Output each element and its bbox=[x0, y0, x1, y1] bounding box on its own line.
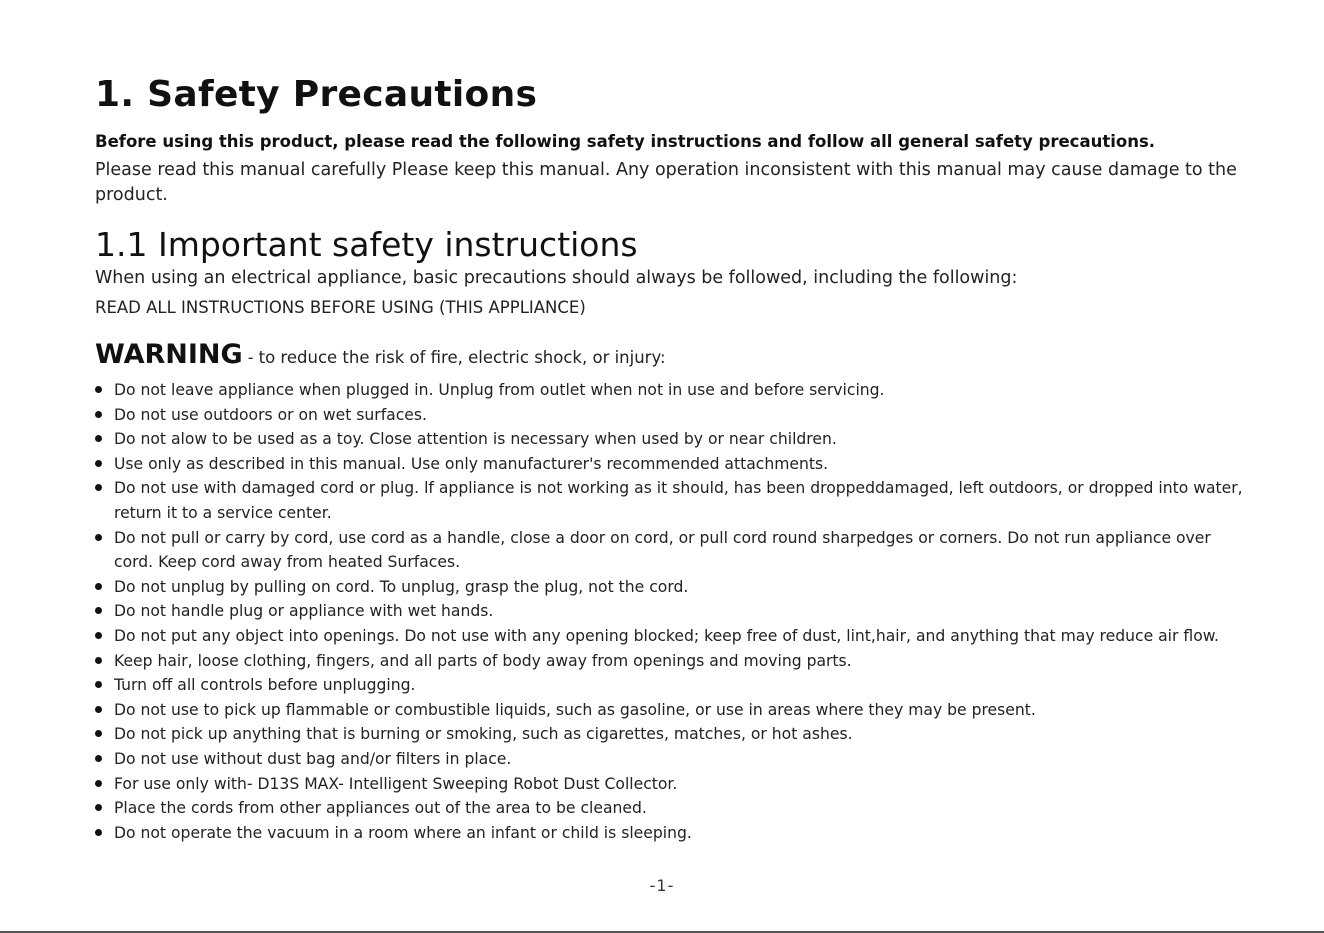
warning-list-item-text: Turn off all controls before unplugging. bbox=[114, 676, 416, 695]
bullet-dot-icon bbox=[95, 706, 102, 713]
bullet-dot-icon bbox=[95, 583, 102, 590]
page-title: 1. Safety Precautions bbox=[95, 74, 538, 115]
warning-list-item-text: Do not use to pick up flammable or combustible liquids, such as gasoline, or use in areas where they may be present. bbox=[114, 700, 1036, 719]
warning-list-item-text: Use only as described in this manual. Use only manufacturer's recommended attachments. bbox=[114, 454, 829, 473]
bullet-dot-icon bbox=[95, 829, 102, 836]
page-number: -1- bbox=[649, 876, 675, 895]
bullet-dot-icon bbox=[95, 730, 102, 737]
section-lead: When using an electrical appliance, basic precautions should always be followed, including the following: bbox=[95, 268, 1018, 288]
warning-list-item bbox=[95, 747, 1245, 772]
warning-list bbox=[95, 378, 1245, 845]
warning-list-item-text: Do not leave appliance when plugged in. Unplug from outlet when not in use and before servicing. bbox=[114, 381, 885, 399]
warning-list-item bbox=[95, 698, 1245, 723]
warning-list-item-text: Do not pull or carry by cord, use cord as a handle, close a door on cord, or pull cord round sharpedges or corners. Do not run appliance over cord. Keep cord away from heated Surfaces. bbox=[114, 528, 1211, 572]
warning-list-item bbox=[95, 649, 1245, 674]
bullet-dot-icon bbox=[95, 460, 102, 467]
bullet-dot-icon bbox=[95, 804, 102, 811]
warning-list-item-text: Do not operate the vacuum in a room where an infant or child is sleeping. bbox=[114, 823, 692, 842]
bullet-dot-icon bbox=[95, 755, 102, 762]
warning-list-item-text: Do not use outdoors or on wet surfaces. bbox=[114, 405, 427, 424]
warning-separator: - bbox=[247, 348, 254, 367]
warning-list-item bbox=[95, 821, 1245, 846]
intro-paragraph: Please read this manual carefully Please keep this manual. Any operation inconsistent with this manual may cause damage to the product. bbox=[95, 160, 1237, 205]
warning-list-item-text: Do not use with damaged cord or plug. lf appliance is not working as it should, has been droppeddamaged, left outdoors, or dropped into water, return it to a service center. bbox=[114, 479, 1243, 522]
warning-list-item bbox=[95, 673, 1245, 698]
bullet-dot-icon bbox=[95, 780, 102, 787]
warning-list-item bbox=[95, 526, 1245, 575]
bullet-dot-icon bbox=[95, 484, 102, 491]
warning-list-item-text: Do not alow to be used as a toy. Close attention is necessary when used by or near children. bbox=[114, 430, 837, 449]
intro-bold-notice: Before using this product, please read the following safety instructions and follow all general safety precautions. bbox=[95, 132, 1156, 151]
warning-list-item-text: Do not handle plug or appliance with wet hands. bbox=[114, 602, 494, 621]
warning-list-item bbox=[95, 575, 1245, 600]
warning-list-item-text: Do not unplug by pulling on cord. To unplug, grasp the plug, not the cord. bbox=[114, 577, 689, 596]
warning-list-item-text: Place the cords from other appliances out of the area to be cleaned. bbox=[114, 799, 647, 818]
warning-list-item-text: For use only with- D13S MAX- Intelligent Sweeping Robot Dust Collector. bbox=[114, 774, 678, 793]
warning-list-item bbox=[95, 476, 1245, 525]
bullet-dot-icon bbox=[95, 534, 102, 541]
bullet-dot-icon bbox=[95, 411, 102, 418]
bullet-dot-icon bbox=[95, 435, 102, 442]
warning-list-item bbox=[95, 452, 1245, 477]
warning-list-item bbox=[95, 403, 1245, 428]
bullet-dot-icon bbox=[95, 386, 102, 393]
warning-list-item bbox=[95, 722, 1245, 747]
warning-list-item bbox=[95, 378, 1245, 403]
bullet-dot-icon bbox=[95, 657, 102, 664]
warning-list-item bbox=[95, 796, 1245, 821]
warning-list-item bbox=[95, 772, 1245, 797]
warning-list-item-text: Do not use without dust bag and/or filters in place. bbox=[114, 749, 512, 768]
warning-label: WARNING bbox=[95, 339, 243, 370]
bullet-dot-icon bbox=[95, 632, 102, 639]
bullet-dot-icon bbox=[95, 607, 102, 614]
warning-list-item bbox=[95, 427, 1245, 452]
section-heading: 1.1 Important safety instructions bbox=[95, 225, 638, 264]
warning-list-item bbox=[95, 599, 1245, 624]
warning-list-item bbox=[95, 624, 1245, 649]
warning-line bbox=[95, 339, 666, 370]
warning-list-item-text: Keep hair, loose clothing, fingers, and all parts of body away from openings and moving parts. bbox=[114, 651, 852, 670]
read-all-notice: READ ALL INSTRUCTIONS BEFORE USING (THIS APPLIANCE) bbox=[95, 298, 586, 317]
warning-list-item-text: Do not pick up anything that is burning or smoking, such as cigarettes, matches, or hot ashes. bbox=[114, 725, 853, 744]
warning-text: to reduce the risk of fire, electric shock, or injury: bbox=[258, 348, 666, 367]
bullet-dot-icon bbox=[95, 681, 102, 688]
warning-list-item-text: Do not put any object into openings. Do not use with any opening blocked; keep free of dust, lint,hair, and anything that may reduce air flow. bbox=[114, 626, 1220, 645]
